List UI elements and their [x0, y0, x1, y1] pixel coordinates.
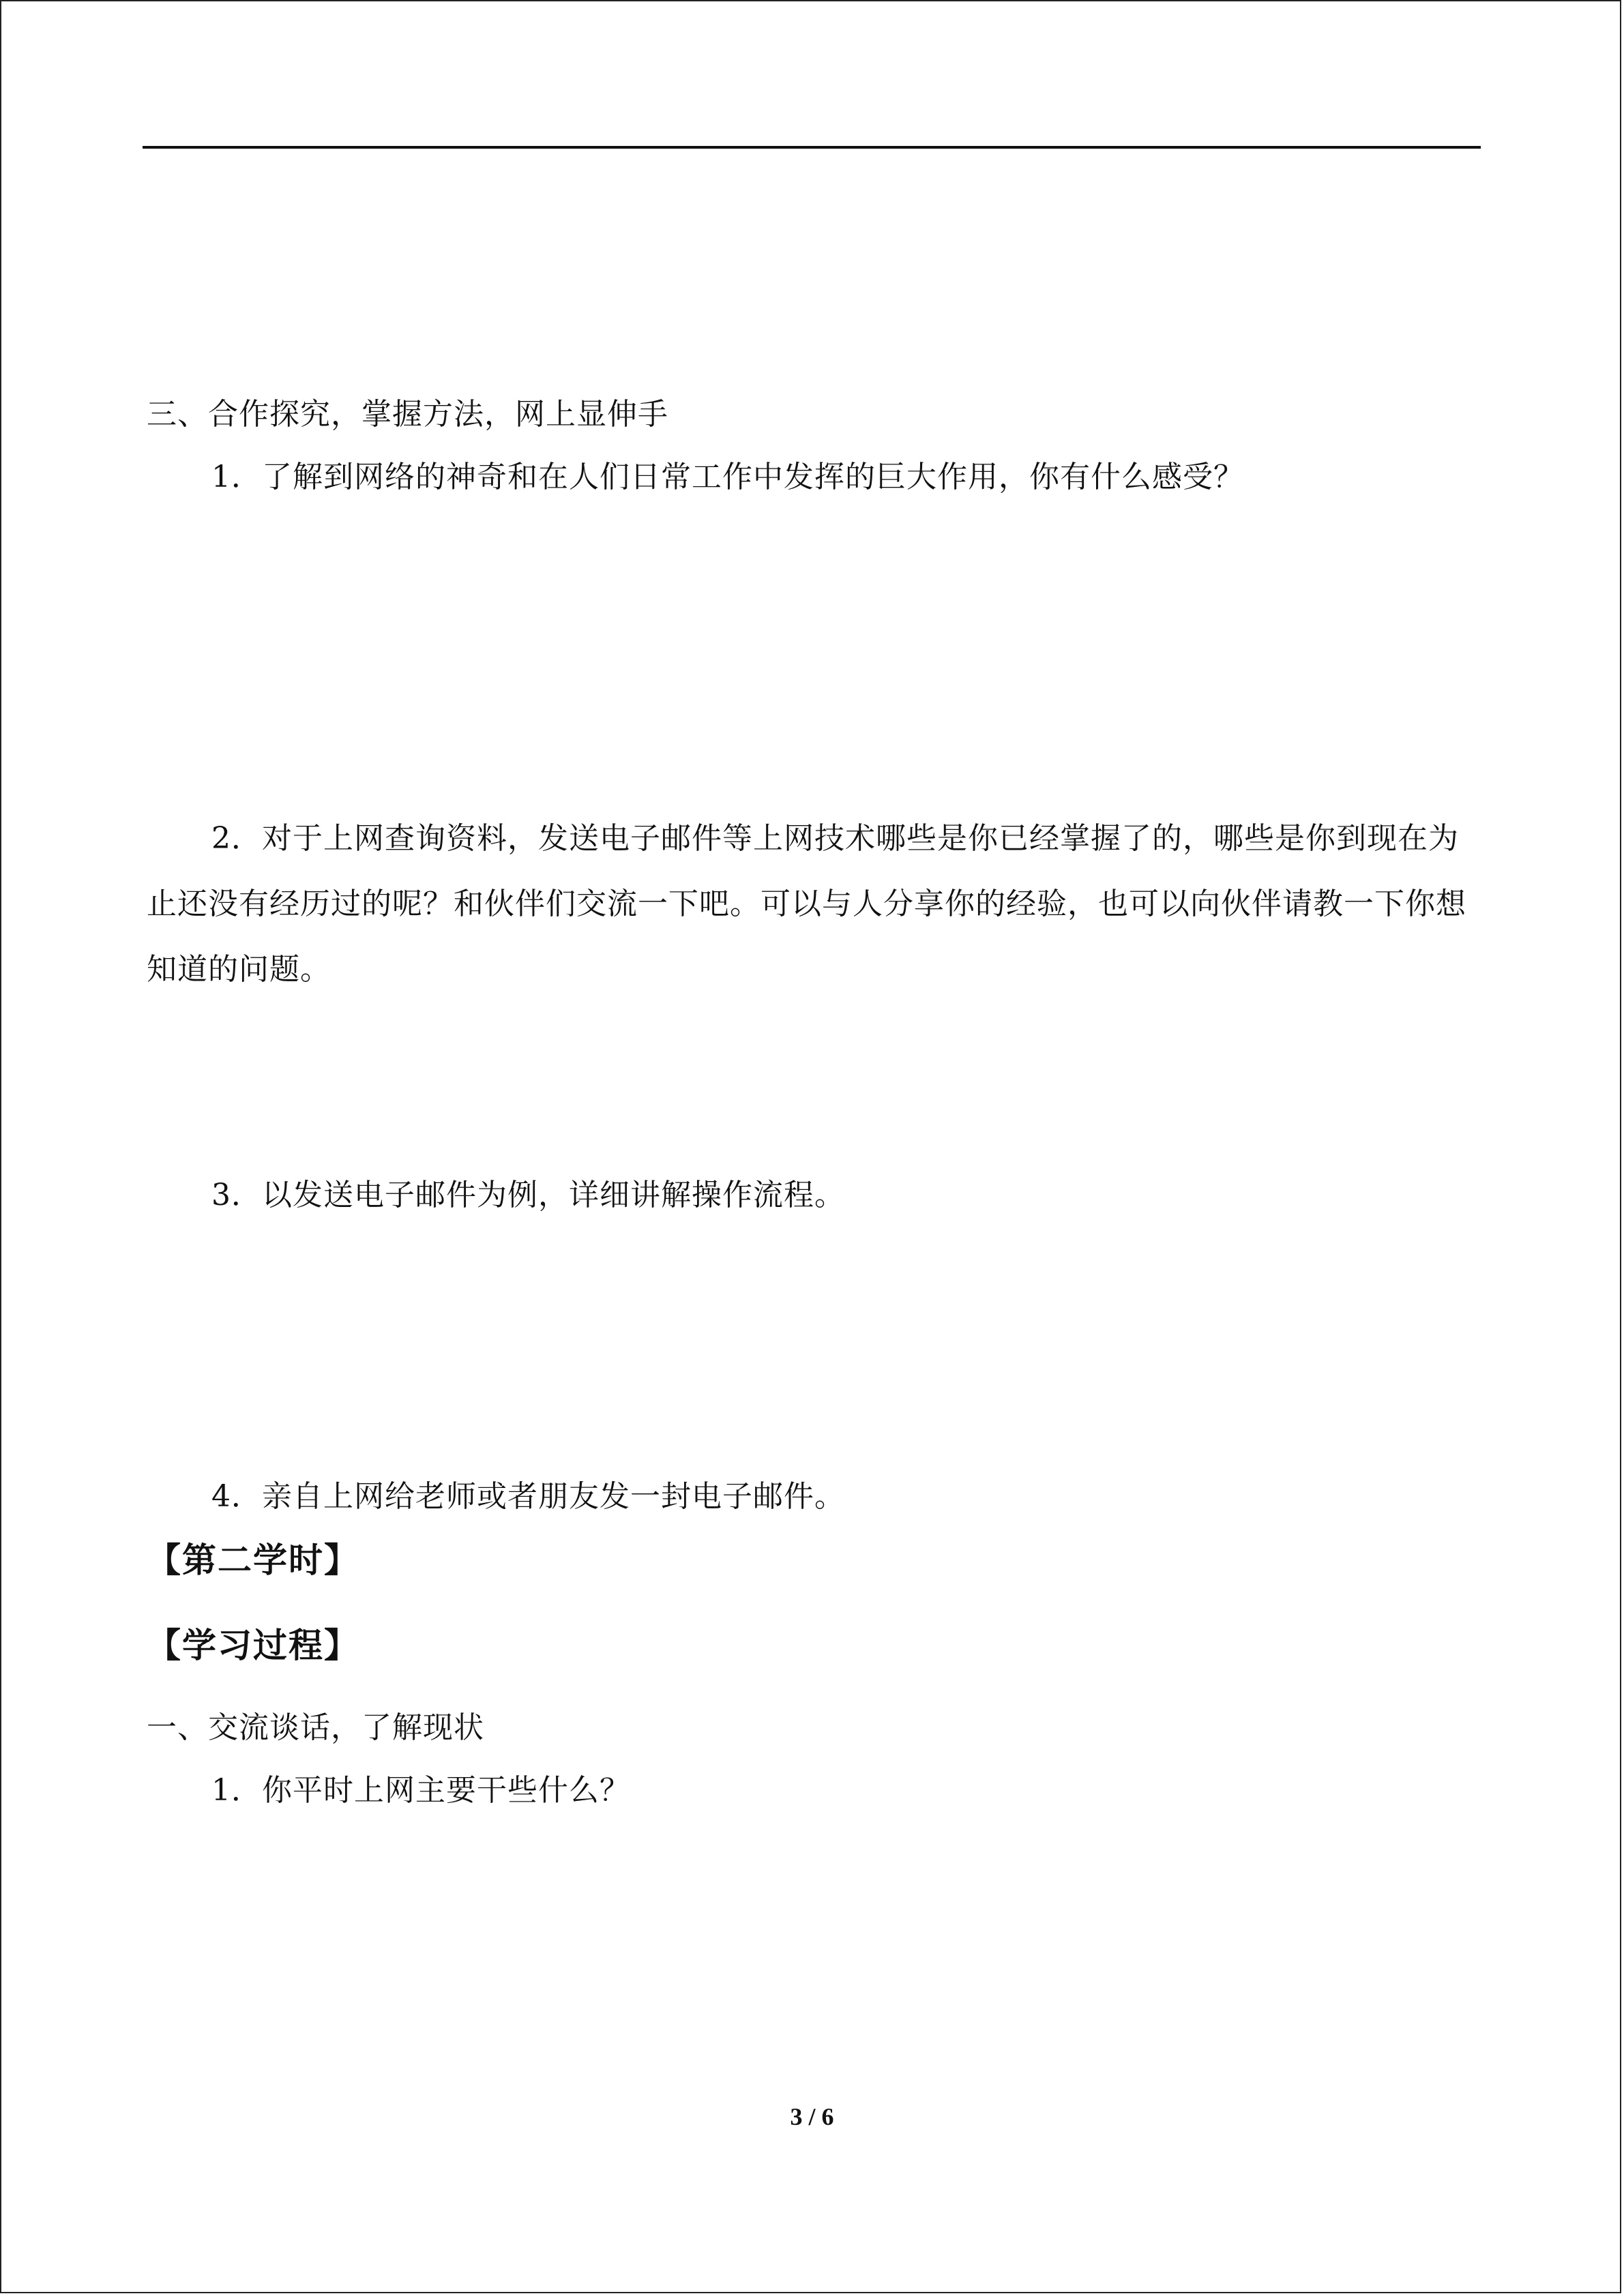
lesson-2-item-1: 1．你平时上网主要干些什么？	[211, 1773, 630, 1808]
page-number: 3 / 6	[790, 2103, 834, 2130]
lesson-2-section-1-title: 一、交流谈话，了解现状	[147, 1710, 484, 1745]
section-3-title: 三、合作探究，掌握方法，网上显伸手	[147, 397, 668, 432]
section-3-item-1: 1．了解到网络的神奇和在人们日常工作中发挥的巨大作用，你有什么感受？	[211, 460, 1244, 494]
header-rule	[143, 146, 1481, 149]
section-3-item-3: 3．以发送电子邮件为例，详细讲解操作流程。	[211, 1178, 845, 1212]
section-3-item-2: 2．对于上网查询资料，发送电子邮件等上网技术哪些是你已经掌握了的，哪些是你到现在为止还没有经历过的呢？和伙伴们交流一下吧。可以与人分享你的经验，也可以向伙伴请教一下你想知道的问题。	[147, 821, 1466, 987]
learning-process-heading: 【学习过程】	[147, 1626, 359, 1665]
lesson-2-heading: 【第二学时】	[147, 1540, 359, 1580]
section-3-item-4: 4．亲自上网给老师或者朋友发一封电子邮件。	[211, 1479, 845, 1514]
